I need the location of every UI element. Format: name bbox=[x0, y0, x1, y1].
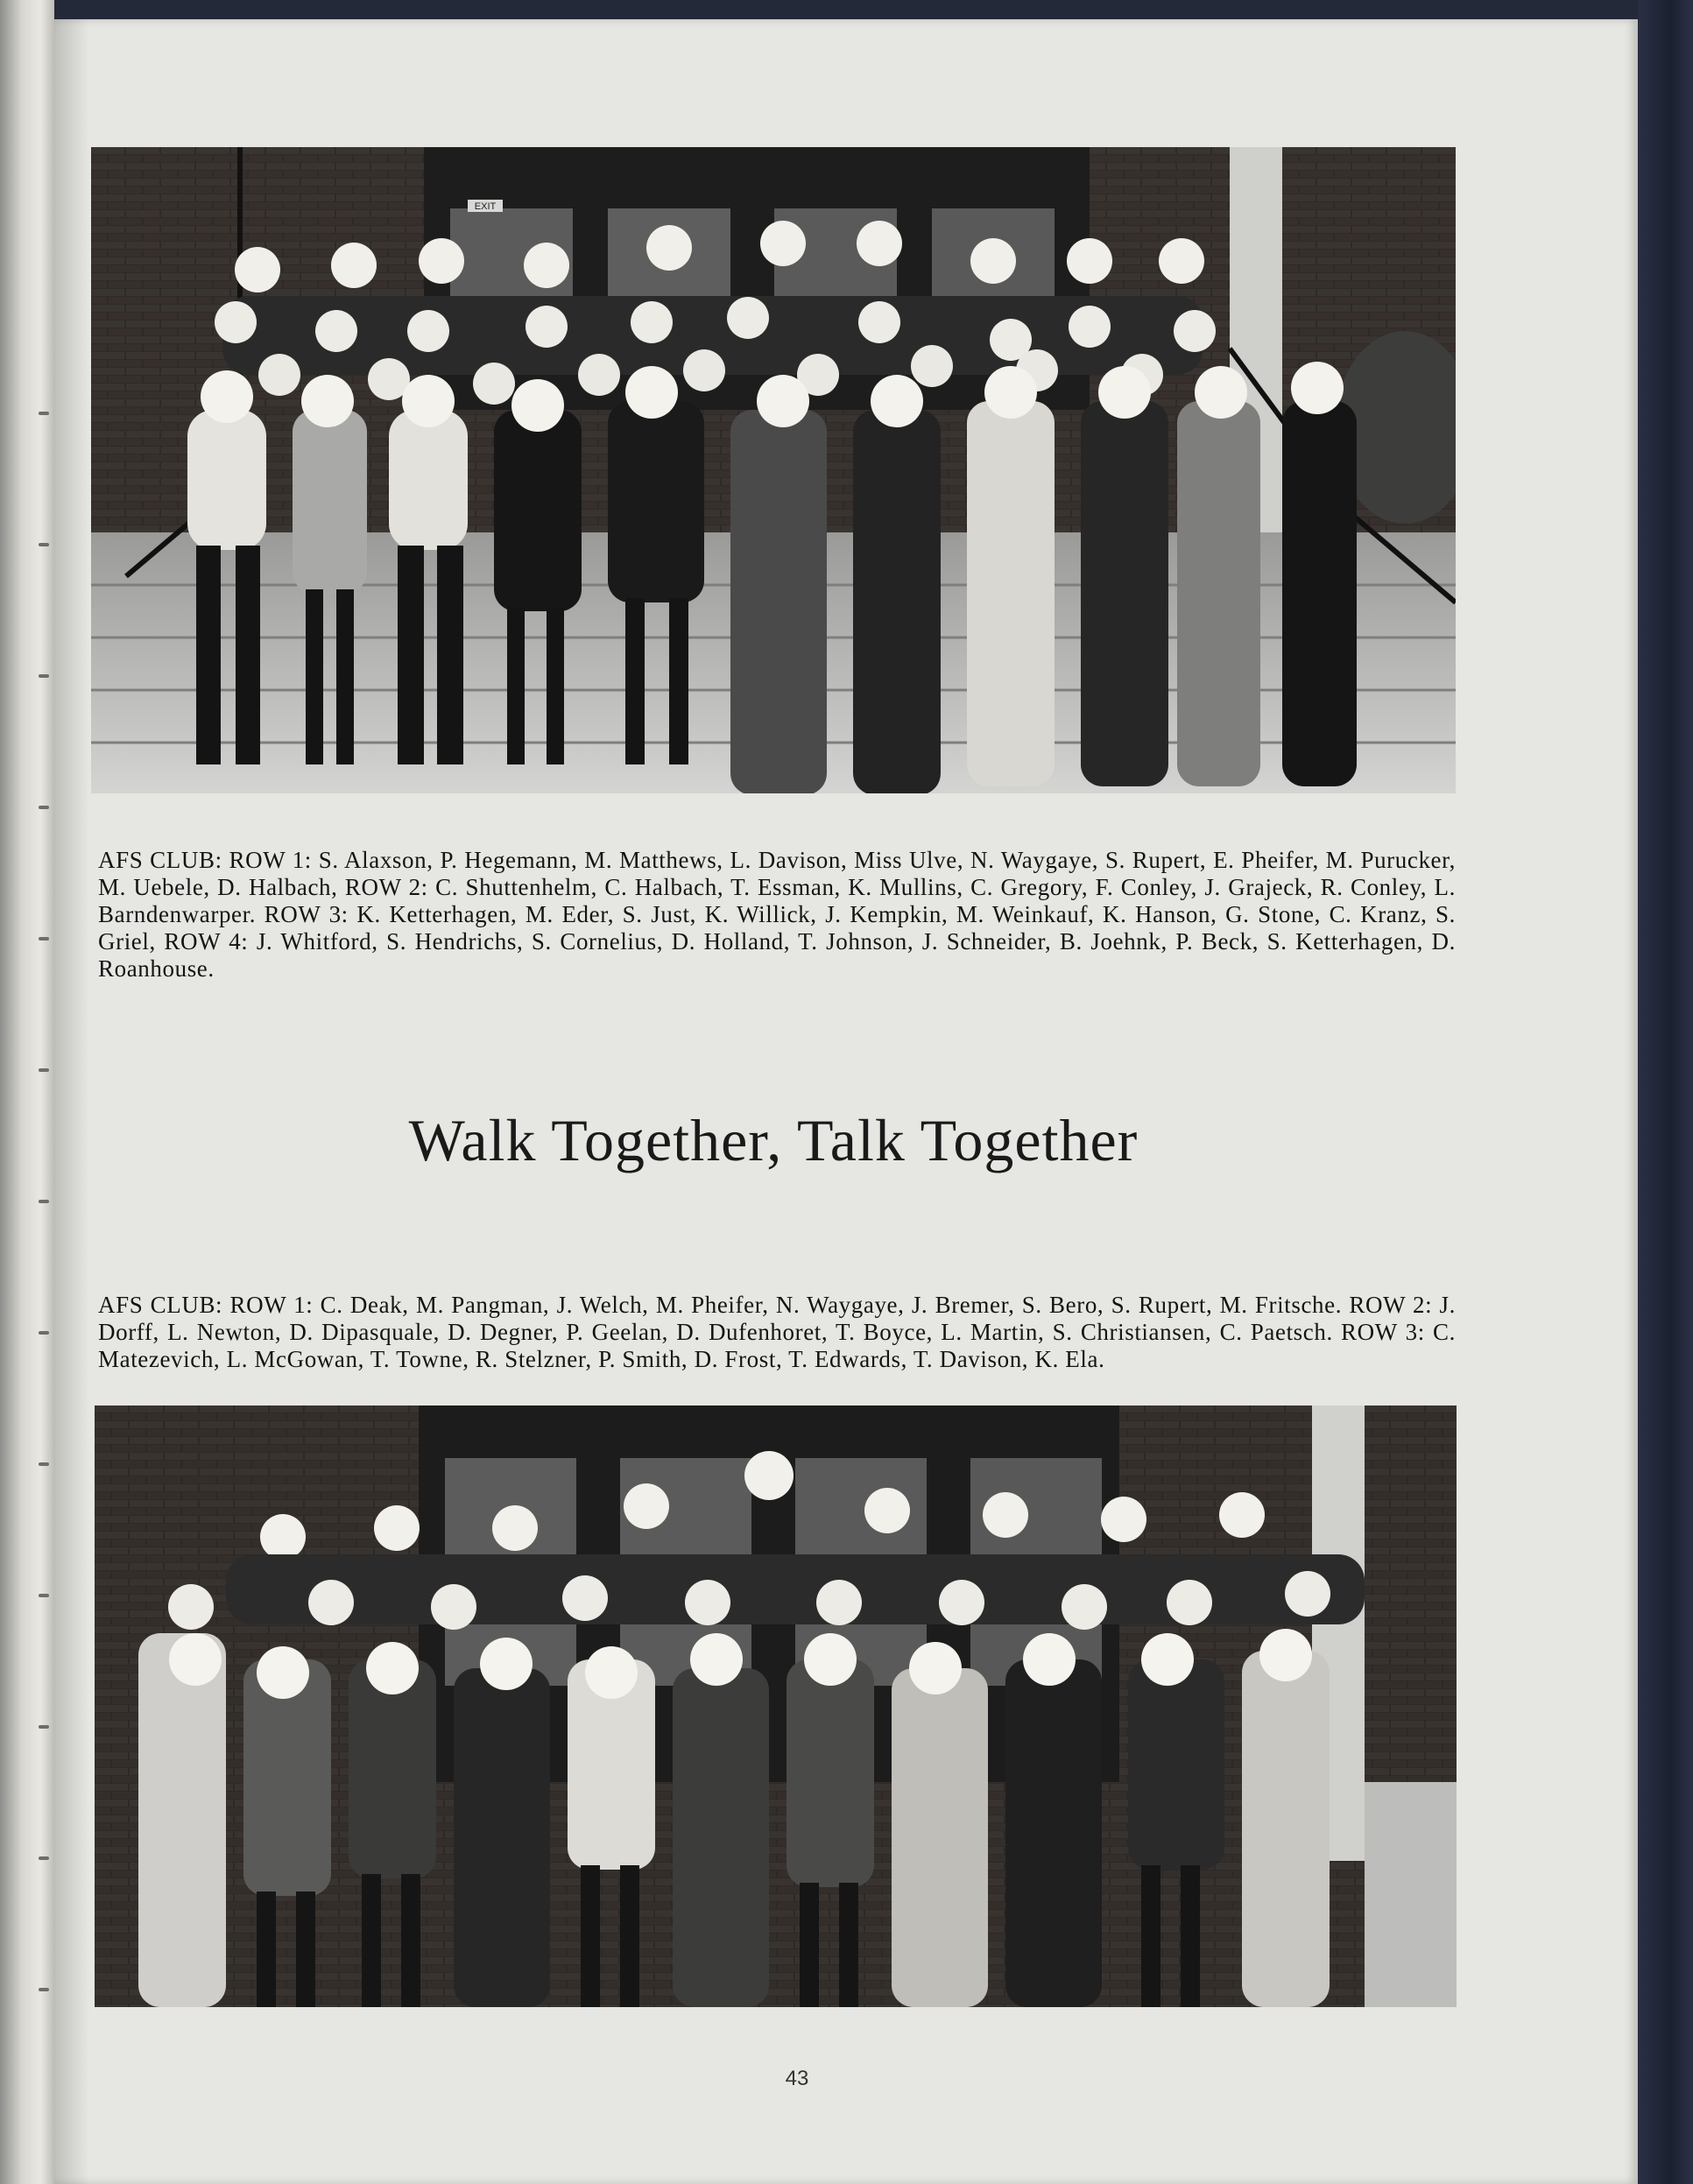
binding-hole bbox=[39, 1331, 49, 1335]
svg-text:EXIT: EXIT bbox=[474, 201, 497, 212]
book-cover-edge bbox=[1639, 0, 1693, 2184]
page-number: 43 bbox=[785, 2067, 809, 2090]
binding-hole bbox=[39, 1594, 49, 1597]
binding-hole bbox=[39, 1725, 49, 1729]
bottom-photo-caption: AFS CLUB: ROW 1: C. Deak, M. Pangman, J. Welch, M. Pheifer, N. Waygaye, J. Bremer, S. Bero, S. Rupert, M. Fritsche. ROW 2: J. Dorff, L. Newton, D. Dipasquale, D. Degner, P. Geelan, D. Dufenhoret, T. Boyce, L. Martin, S. Christiansen, C. Paetsch. ROW 3: C. Matezevich, L. McGowan, T. Towne, R. Stelzner, P. Smith, D. Frost, T. Edwards, T. Davison, K. Ela. bbox=[98, 1292, 1456, 1372]
group-photo-at-doors-icon bbox=[95, 1406, 1457, 2007]
binding-hole bbox=[39, 806, 49, 809]
binding-hole bbox=[39, 412, 49, 415]
bottom-group-photo bbox=[95, 1406, 1457, 2007]
group-photo-on-steps-icon bbox=[91, 147, 1456, 793]
binding-hole bbox=[39, 543, 49, 546]
binding-edge bbox=[0, 0, 54, 2184]
binding-hole bbox=[39, 1462, 49, 1466]
binding-hole bbox=[39, 1200, 49, 1203]
page-heading: Walk Together, Talk Together bbox=[408, 1107, 1139, 1173]
top-photo-caption: AFS CLUB: ROW 1: S. Alaxson, P. Hegemann, M. Matthews, L. Davison, Miss Ulve, N. Waygaye, S. Rupert, E. Pheifer, M. Purucker, M. Uebele, D. Halbach, ROW 2: C. Shuttenhelm, C. Halbach, T. Essman, K. Mullins, C. Gregory, F. Conley, J. Grajeck, R. Conley, L. Barndenwarper. ROW 3: K. Ketterhagen, M. Eder, S. Just, K. Willick, J. Kempkin, M. Weinkauf, K. Hanson, G. Stone, C. Kranz, S. Griel, ROW 4: J. Whitford, S. Hendrichs, S. Cornelius, D. Holland, T. Johnson, J. Schneider, B. Joehnk, P. Beck, S. Ketterhagen, D. Roanhouse. bbox=[98, 847, 1456, 982]
binding-hole bbox=[39, 937, 49, 941]
binding-hole bbox=[39, 674, 49, 678]
binding-hole bbox=[39, 1856, 49, 1860]
binding-hole bbox=[39, 1068, 49, 1072]
top-group-photo bbox=[91, 147, 1456, 793]
binding-hole bbox=[39, 1988, 49, 1991]
